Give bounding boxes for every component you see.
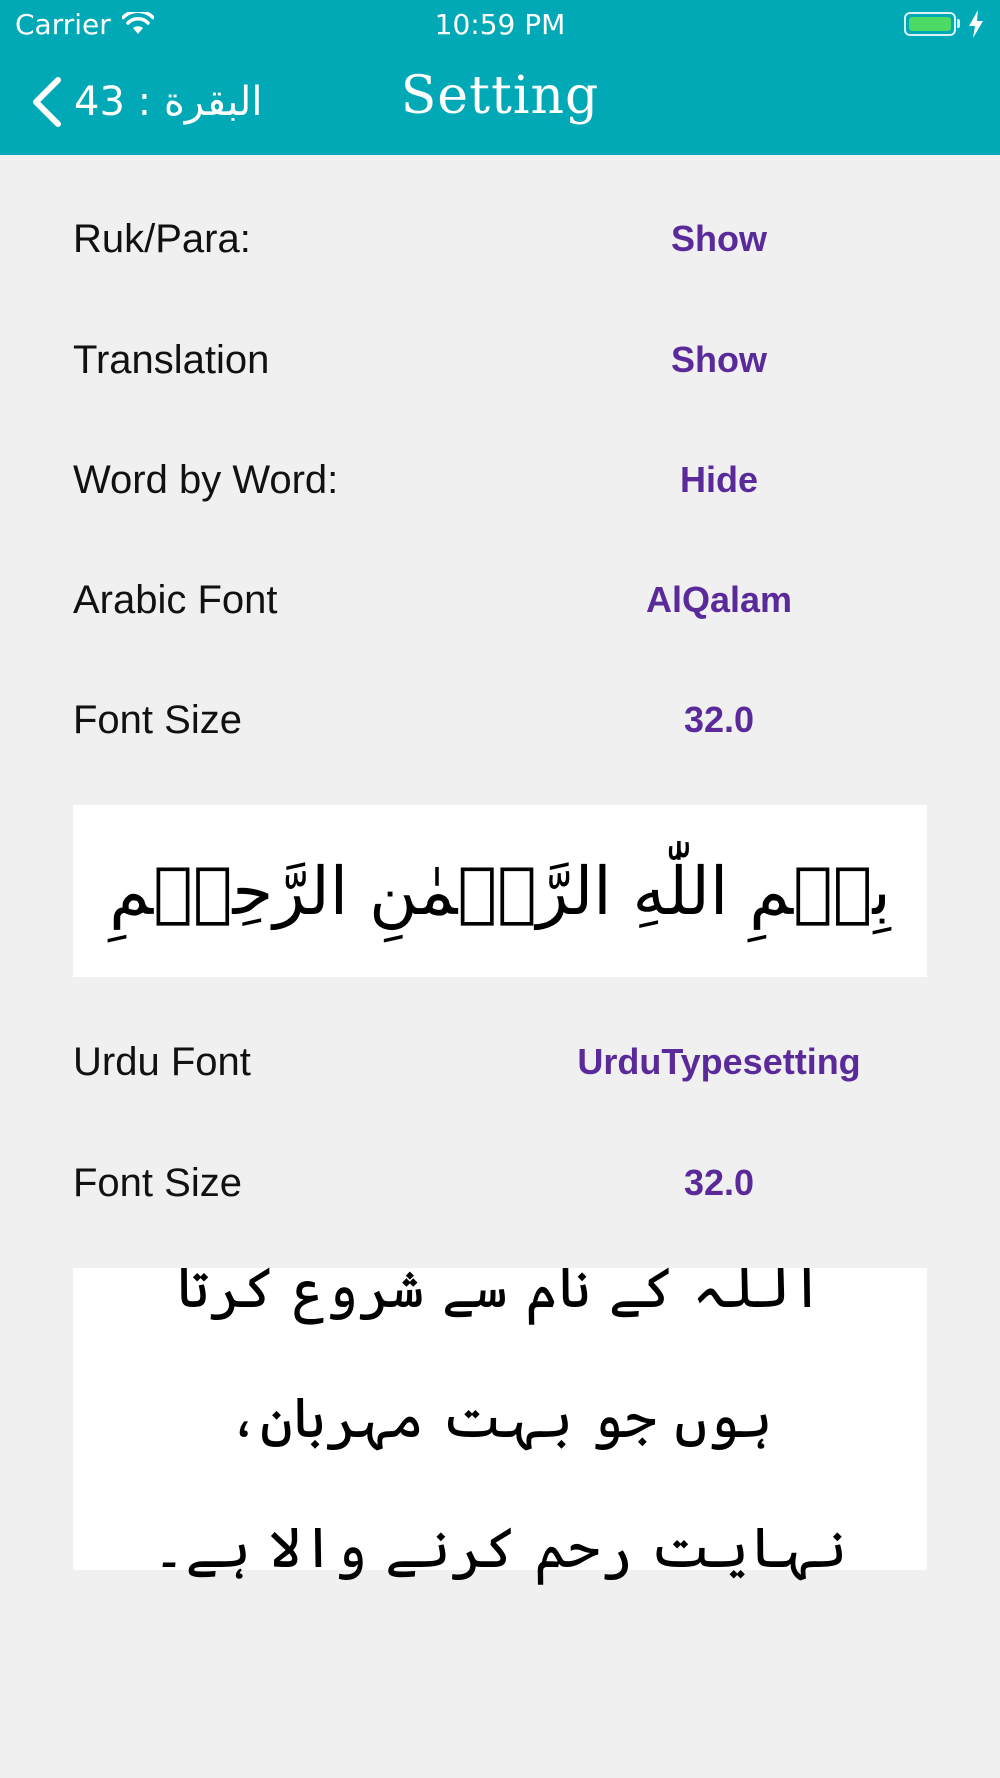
urdu-preview-text: اللہ کے نام سے شروع کرتا ہوں جو بہت مہربان، نہایت رحم کرنے والا ہے۔	[152, 1256, 848, 1581]
navigation-bar	[0, 50, 1000, 155]
arabic-font-size-selector[interactable]: 32.0	[519, 699, 919, 741]
urdu-font-label: Urdu Font	[73, 1039, 251, 1084]
setting-row-urdu-font	[73, 1022, 927, 1102]
arabic-font-selector[interactable]: AlQalam	[519, 579, 919, 621]
translation-toggle[interactable]: Show	[519, 339, 919, 381]
battery-icon	[904, 12, 956, 36]
setting-row-urdu-font-size	[73, 1143, 927, 1223]
carrier-label: Carrier	[15, 8, 111, 41]
status-bar	[0, 0, 1000, 50]
arabic-font-preview	[73, 805, 927, 977]
setting-row-word-by-word	[73, 440, 927, 520]
battery-tip	[957, 19, 960, 28]
page-title: Setting	[400, 66, 600, 126]
arabic-preview-text: بِسۡمِ اللّٰهِ الرَّحۡمٰنِ الرَّحِيۡمِ	[109, 852, 891, 930]
urdu-font-preview	[73, 1256, 927, 1581]
ruk-para-label: Ruk/Para:	[73, 216, 251, 261]
word-by-word-toggle[interactable]: Hide	[519, 459, 919, 501]
back-button-label: البقرة : 43	[74, 79, 263, 125]
ruk-para-toggle[interactable]: Show	[519, 218, 919, 260]
setting-row-arabic-font-size	[73, 680, 927, 760]
setting-row-ruk-para	[73, 199, 927, 279]
arabic-font-label: Arabic Font	[73, 577, 278, 622]
urdu-font-size-label: Font Size	[73, 1160, 242, 1205]
clock: 10:59 PM	[434, 8, 566, 41]
urdu-font-selector[interactable]: UrduTypesetting	[519, 1041, 919, 1083]
urdu-font-size-selector[interactable]: 32.0	[519, 1162, 919, 1204]
word-by-word-label: Word by Word:	[73, 457, 339, 502]
arabic-font-size-label: Font Size	[73, 697, 242, 742]
setting-row-translation	[73, 320, 927, 400]
translation-label: Translation	[73, 337, 270, 382]
charging-bolt-icon	[968, 10, 984, 42]
setting-row-arabic-font	[73, 560, 927, 640]
